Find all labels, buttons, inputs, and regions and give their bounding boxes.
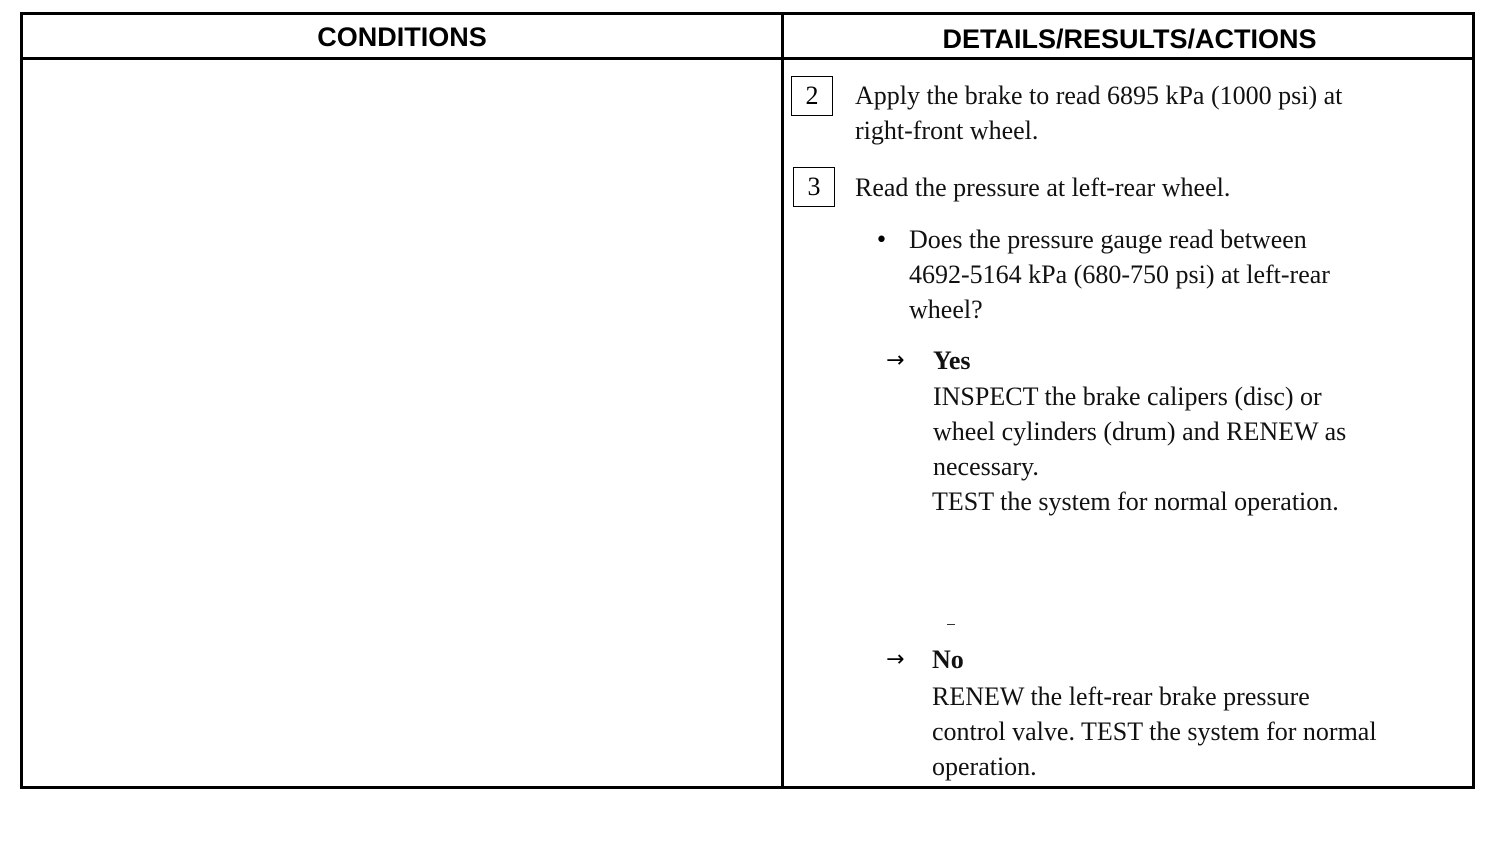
no-action-line: control valve. TEST the system for normal — [932, 717, 1377, 746]
step-2-line: right-front wheel. — [855, 116, 1039, 145]
step-2-line: Apply the brake to read 6895 kPa (1000 psi) at — [855, 81, 1343, 110]
arrow-right-icon: → — [886, 348, 905, 373]
question-line: wheel? — [909, 295, 983, 324]
step-2-text — [855, 78, 1342, 148]
arrow-right-icon: → — [886, 647, 905, 672]
yes-action-line: wheel cylinders (drum) and RENEW as — [933, 417, 1347, 446]
yes-action-line: INSPECT the brake calipers (disc) or — [933, 382, 1322, 411]
no-action-text — [932, 679, 1377, 784]
yes-label: Yes — [933, 346, 971, 375]
column-divider — [781, 15, 784, 786]
no-action-line: operation. — [932, 752, 1037, 781]
stray-mark — [947, 624, 955, 625]
question-line: 4692-5164 kPa (680-750 psi) at left-rear — [909, 260, 1330, 289]
bullet-icon: • — [875, 228, 888, 253]
no-action-line: RENEW the left-rear brake pressure — [932, 682, 1310, 711]
details-header: DETAILS/RESULTS/ACTIONS — [942, 23, 1317, 54]
question-line: Does the pressure gauge read between — [909, 225, 1307, 254]
conditions-header: CONDITIONS — [317, 21, 487, 52]
step-number-box: 2 — [791, 76, 833, 116]
no-label: No — [932, 645, 964, 674]
step-3-text — [855, 170, 1230, 205]
yes-action-line: necessary. — [933, 452, 1039, 481]
yes-action-text — [933, 379, 1346, 519]
yes-action-line: TEST the system for normal operation. — [932, 487, 1339, 516]
step-number-box: 3 — [793, 167, 835, 207]
question-text — [909, 222, 1330, 327]
step-3-line: Read the pressure at left-rear wheel. — [855, 173, 1231, 202]
